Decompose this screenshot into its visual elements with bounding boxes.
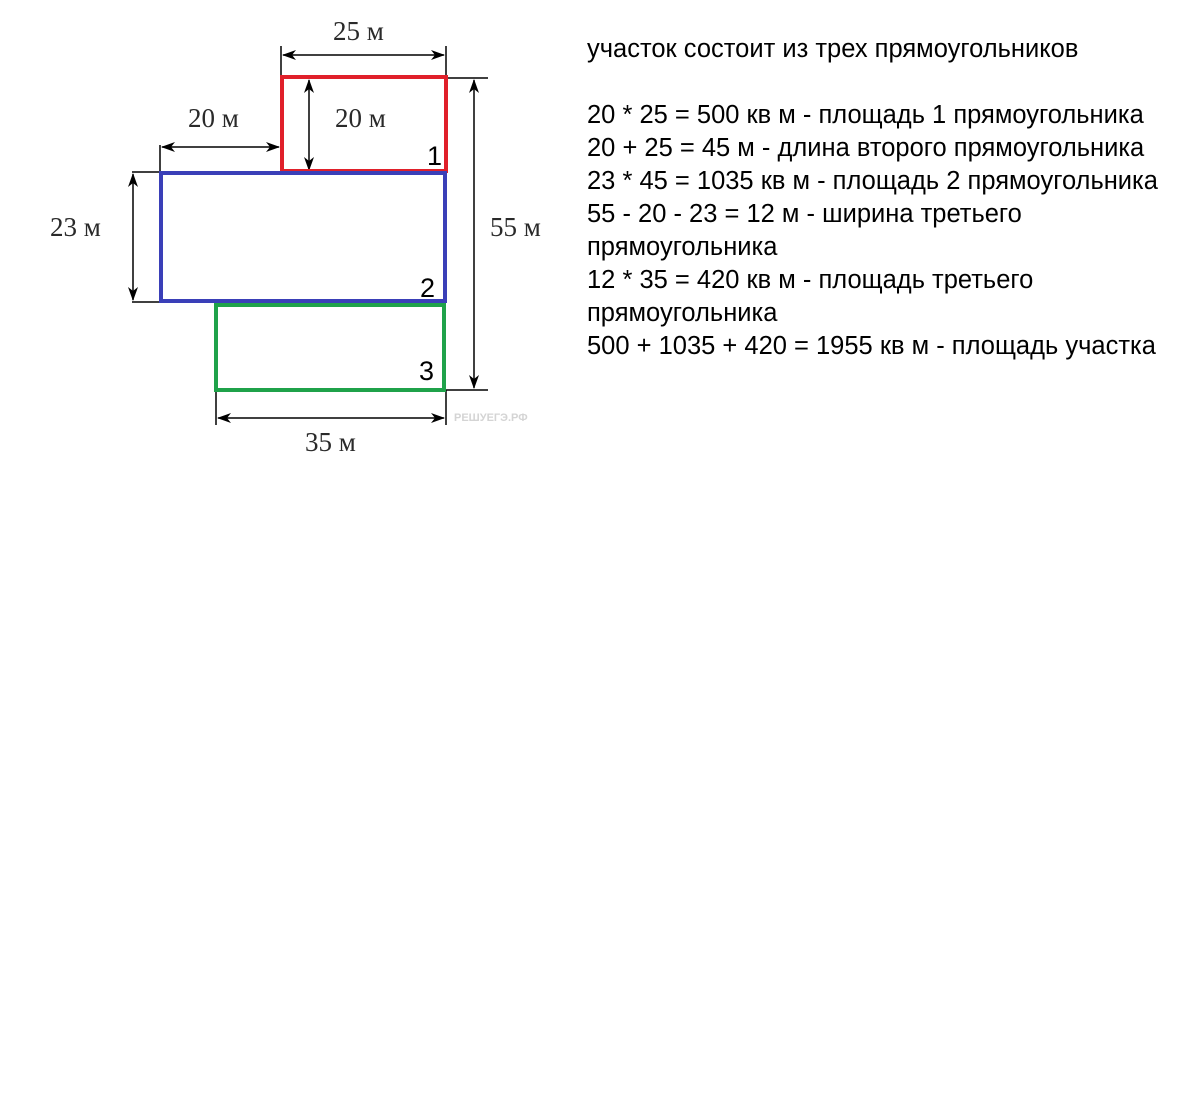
solution-step: 12 * 35 = 420 кв м - площадь третьего прямоугольника <box>587 266 1034 327</box>
solution-text <box>587 33 1177 363</box>
extension-lines <box>132 46 488 425</box>
rectangle-1-number: 1 <box>427 141 443 171</box>
solution-step: 23 * 45 = 1035 кв м - площадь 2 прямоугольника <box>587 167 1158 195</box>
top-width-label: 25 м <box>333 16 384 46</box>
solution-step: 500 + 1035 + 420 = 1955 кв м - площадь участка <box>587 332 1156 360</box>
total-height-label: 55 м <box>490 212 541 242</box>
rectangle-3-number: 3 <box>419 356 435 386</box>
middle-height-label: 23 м <box>50 212 101 242</box>
rectangle-2-number: 2 <box>420 273 436 303</box>
plot-diagram <box>0 0 580 470</box>
rectangle-3 <box>216 305 444 390</box>
solution-step: 20 * 25 = 500 кв м - площадь 1 прямоугольника <box>587 101 1144 129</box>
left-offset-label: 20 м <box>188 103 239 133</box>
rectangle-2 <box>161 173 445 301</box>
solution-step: 55 - 20 - 23 = 12 м - ширина третьего прямоугольника <box>587 200 1022 261</box>
bottom-width-label: 35 м <box>305 427 356 457</box>
watermark: РЕШУЕГЭ.РФ <box>454 412 528 424</box>
solution-step: 20 + 25 = 45 м - длина второго прямоугольника <box>587 134 1145 162</box>
solution-heading: участок состоит из трех прямоугольников <box>587 35 1079 63</box>
top-height-label: 20 м <box>335 103 386 133</box>
